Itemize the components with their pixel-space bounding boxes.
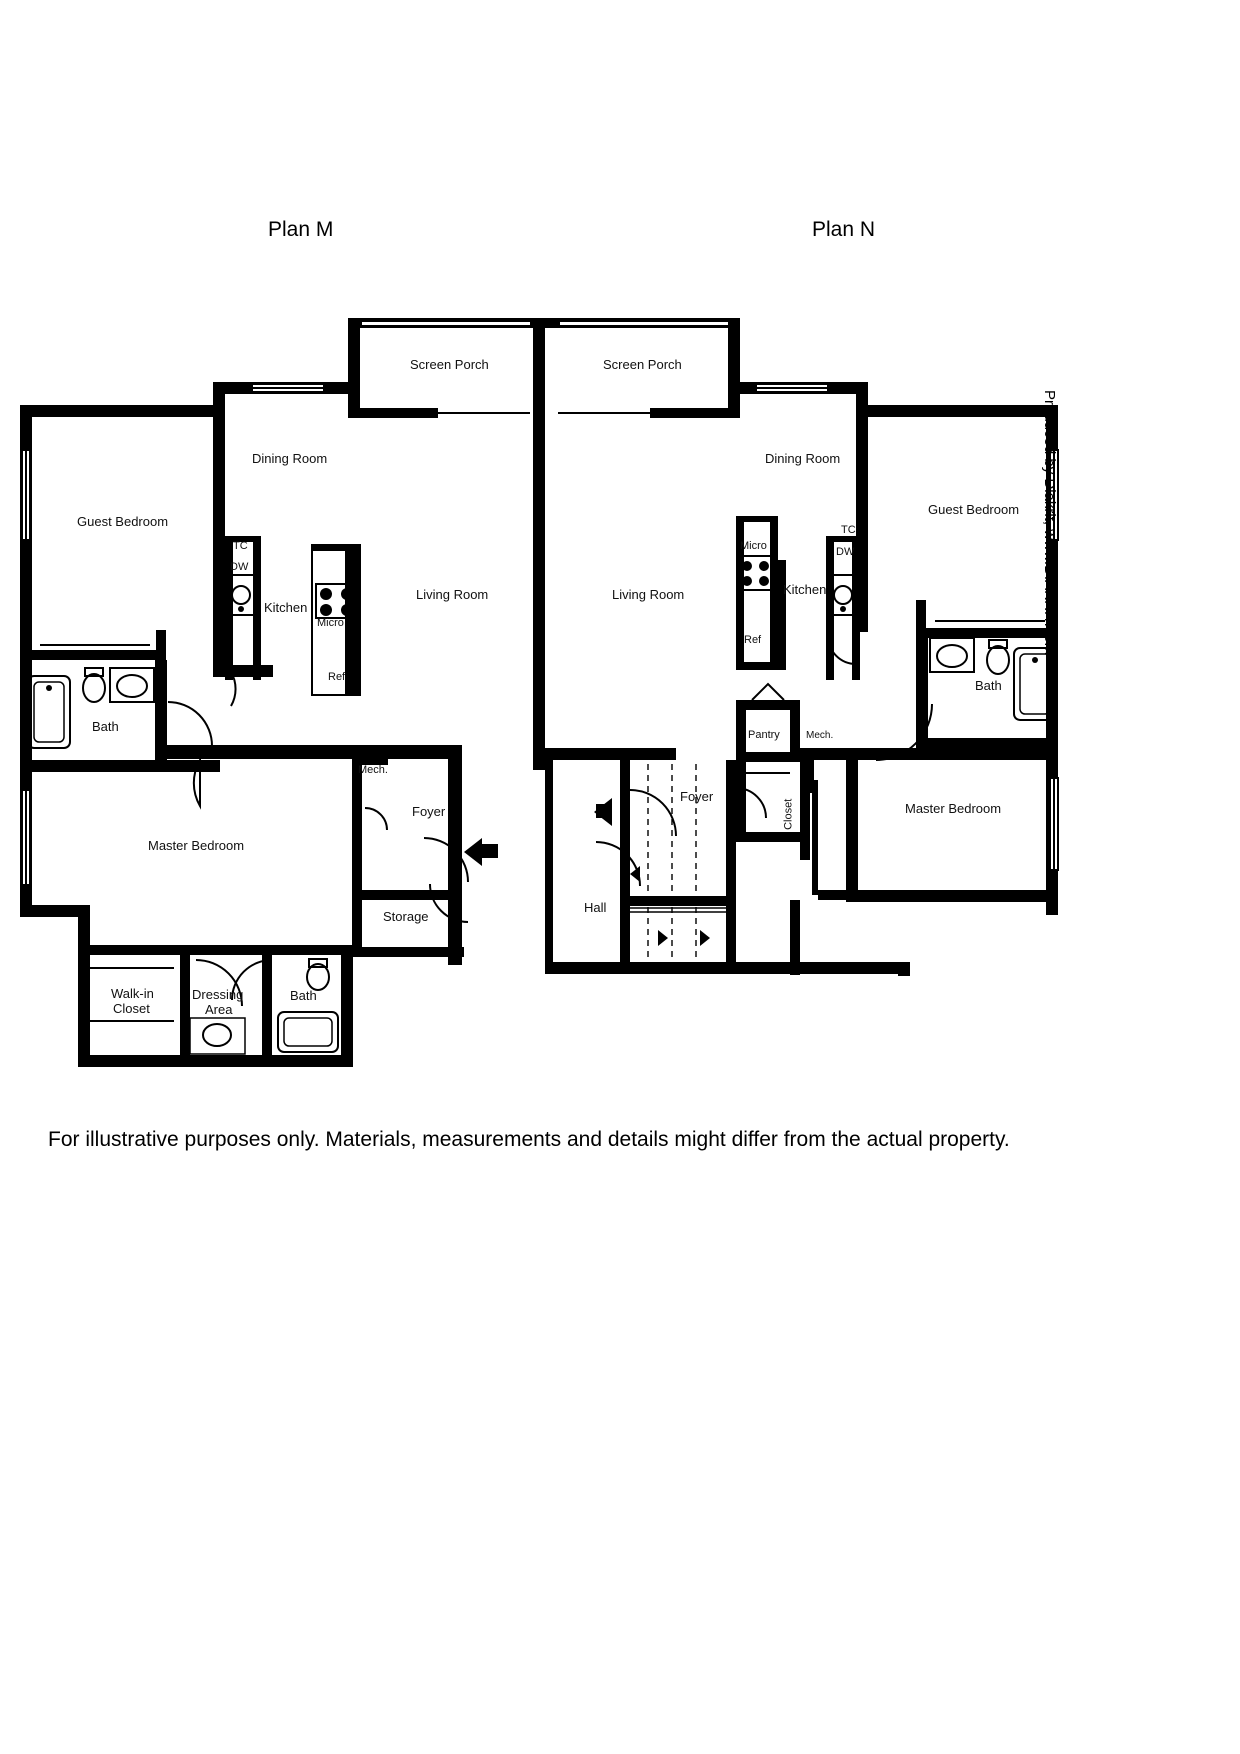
label-m-walk-in-closet-line2: Closet <box>113 1001 150 1016</box>
plan-m-title: Plan M <box>268 218 334 241</box>
label-n-appliance-tc: TC <box>841 524 856 536</box>
label-m-master-bedroom: Master Bedroom <box>148 838 245 853</box>
label-n-hall: Hall <box>584 900 607 915</box>
label-m-dressing-area-line1: Dressing <box>192 987 244 1002</box>
label-n-living-room: Living Room <box>612 587 685 602</box>
label-m-storage: Storage <box>383 909 429 924</box>
label-n-screen-porch: Screen Porch <box>603 357 682 372</box>
label-m-dressing-area-line2: Area <box>205 1002 233 1017</box>
label-m-mech: Mech. <box>358 764 388 776</box>
plan-n-title: Plan N <box>812 218 876 241</box>
label-m-appliance-dw: DW <box>230 561 249 573</box>
label-m-dining-room: Dining Room <box>252 451 328 466</box>
label-m-screen-porch: Screen Porch <box>410 357 489 372</box>
label-m-appliance-ref: Ref <box>328 671 346 683</box>
label-n-dining-room: Dining Room <box>765 451 841 466</box>
label-n-pantry: Pantry <box>748 729 780 741</box>
label-n-appliance-ref: Ref <box>744 634 762 646</box>
label-n-bath: Bath <box>975 678 1002 693</box>
label-n-foyer: Foyer <box>680 789 714 804</box>
label-m-living-room: Living Room <box>416 587 489 602</box>
label-m-bath-2: Bath <box>290 988 317 1003</box>
label-n-kitchen: Kitchen <box>783 582 827 597</box>
label-n-appliance-dw: DW <box>836 546 855 558</box>
label-m-bath-1: Bath <box>92 719 119 734</box>
label-n-guest-bedroom: Guest Bedroom <box>928 502 1020 517</box>
label-n-appliance-micro: Micro <box>740 540 767 552</box>
label-n-closet: Closet <box>782 798 795 830</box>
label-m-appliance-micro: Micro <box>317 617 344 629</box>
label-m-foyer: Foyer <box>412 804 446 819</box>
producer-credit: Produced by Diakrit, www.DIAKRIT.com <box>1041 390 1058 656</box>
label-n-mech: Mech. <box>806 730 834 741</box>
disclaimer-text: For illustrative purposes only. Materials, measurements and details might differ from the actual property. <box>48 1128 1010 1151</box>
label-n-master-bedroom: Master Bedroom <box>905 801 1002 816</box>
label-m-appliance-tc: TC <box>233 540 248 552</box>
label-m-walk-in-closet-line1: Walk-in <box>111 986 154 1001</box>
label-m-guest-bedroom: Guest Bedroom <box>77 514 169 529</box>
label-m-kitchen: Kitchen <box>264 600 308 615</box>
